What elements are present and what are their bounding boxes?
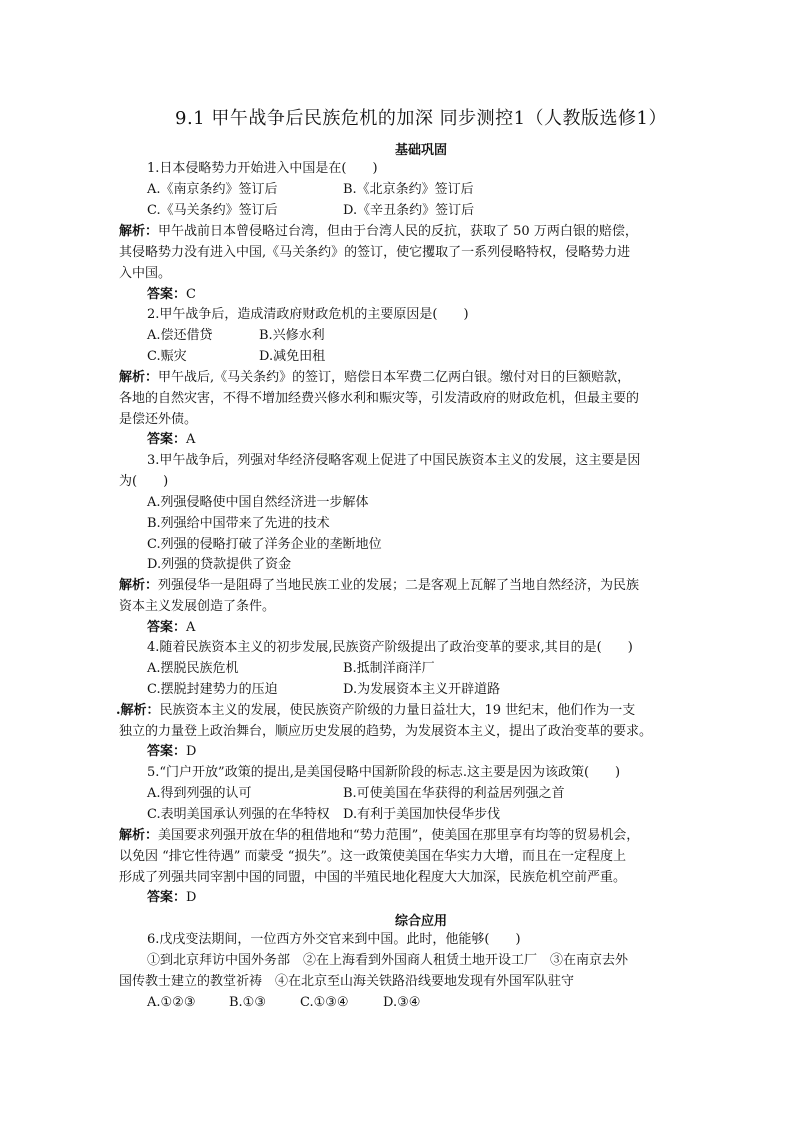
question-2-answer: 答案：A [147, 432, 196, 447]
question-1-explanation-line: 其侵略势力没有进入中国,《马关条约》的签订，使它攫取了一系列侵略特权，侵略势力进 [119, 245, 631, 260]
analysis-label: 解析： [119, 578, 159, 593]
answer-label: 答案： [147, 287, 187, 302]
question-2-option-a: A.偿还借贷 [147, 328, 213, 343]
question-4-option-c: C.摆脱封建势力的压迫 [147, 682, 278, 697]
question-4-explanation-line: .解析：民族资本主义的发展，使民族资产阶级的力量日益壮大，19 世纪末，他们作为一支 [116, 703, 636, 718]
question-1-stem: 1.日本侵略势力开始进入中国是在( ) [147, 161, 378, 176]
question-2-option-c: C.赈灾 [147, 349, 187, 364]
question-4-option-d: D.为发展资本主义开辟道路 [343, 682, 501, 697]
question-6-option-a: A.①②③ [147, 995, 196, 1010]
question-5-explanation-line: 解析：美国要求列强开放在华的租借地和“势力范围”，使美国在那里享有均等的贸易机会， [119, 828, 640, 843]
question-4-option-b: B.抵制洋商洋厂 [343, 661, 435, 676]
analysis-label: 解析： [119, 224, 159, 239]
question-4-option-a: A.摆脱民族危机 [147, 661, 239, 676]
question-2-stem: 2.甲午战争后，造成清政府财政危机的主要原因是( ) [147, 307, 469, 322]
question-6-statements-line: ①到北京拜访中国外务部 ②在上海看到外国商人租赁土地开设工厂 ③在南京去外 [147, 953, 629, 968]
question-5-answer: 答案：D [147, 890, 197, 905]
question-3-explanation-line: 解析：列强侵华一是阻碍了当地民族工业的发展；二是客观上瓦解了当地自然经济，为民族 [119, 578, 640, 593]
analysis-label: 解析： [119, 828, 159, 843]
question-3-option-b: B.列强给中国带来了先进的技术 [147, 516, 330, 531]
analysis-label: 解析： [119, 370, 159, 385]
question-1-option-a: A.《南京条约》签订后 [147, 182, 278, 197]
section-heading-basic: 基础巩固 [394, 143, 447, 158]
question-6-option-b: B.①③ [229, 995, 266, 1010]
question-2-option-d: D.减免田租 [259, 349, 326, 364]
question-5-option-b: B.可使美国在华获得的利益居列强之首 [343, 786, 565, 801]
question-3-option-c: C.列强的侵略打破了洋务企业的垄断地位 [147, 537, 382, 552]
question-1-option-d: D.《辛丑条约》签订后 [343, 203, 475, 218]
answer-label: 答案： [147, 432, 187, 447]
question-6-statements-line: 国传教士建立的教堂祈祷 ④在北京至山海关铁路沿线要地发现有外国军队驻守 [119, 974, 575, 989]
section-heading-applied: 综合应用 [394, 914, 447, 929]
document-title: 9.1 甲午战争后民族危机的加深 同步测控1（人教版选修1） [175, 108, 667, 129]
question-2-option-b: B.兴修水利 [259, 328, 325, 343]
answer-label: 答案： [147, 744, 187, 759]
question-3-explanation-line: 资本主义发展创造了条件。 [119, 599, 276, 614]
question-3-stem: 3.甲午战争后，列强对华经济侵略客观上促进了中国民族资本主义的发展，这主要是因 [147, 453, 641, 468]
question-6-option-d: D.③④ [383, 995, 421, 1010]
question-3-stem-continued: 为( ) [119, 474, 169, 489]
question-3-option-a: A.列强侵略使中国自然经济进一步解体 [147, 495, 369, 510]
answer-label: 答案： [147, 890, 187, 905]
question-1-option-b: B.《北京条约》签订后 [343, 182, 474, 197]
question-4-explanation-line: 独立的力量登上政治舞台，顺应历史发展的趋势，为发展资本主义，提出了政治变革的要求。 [119, 724, 653, 739]
question-5-explanation-line: 形成了列强共同宰割中国的同盟，中国的半殖民地化程度大大加深，民族危机空前严重。 [119, 870, 627, 885]
question-1-explanation-line: 入中国。 [119, 266, 172, 281]
analysis-label: .解析： [116, 703, 160, 718]
question-2-explanation-line: 是偿还外债。 [119, 412, 198, 427]
answer-label: 答案： [147, 620, 187, 635]
question-5-option-c: C.表明美国承认列强的在华特权 [147, 807, 330, 822]
question-5-stem: 5.“门户开放”政策的提出,是美国侵略中国新阶段的标志.这主要是因为该政策( ) [147, 765, 621, 780]
question-5-option-d: D.有利于美国加快侵华步伐 [343, 807, 501, 822]
question-6-option-c: C.①③④ [300, 995, 349, 1010]
question-1-explanation-line: 解析：甲午战前日本曾侵略过台湾，但由于台湾人民的反抗，获取了 50 万两白银的赔偿， [119, 224, 638, 239]
question-6-stem: 6.戊戌变法期间，一位西方外交官来到中国。此时，他能够( ) [147, 932, 521, 947]
question-5-option-a: A.得到列强的认可 [147, 786, 252, 801]
question-1-option-c: C.《马关条约》签订后 [147, 203, 278, 218]
question-4-answer: 答案：D [147, 744, 197, 759]
question-1-answer: 答案：C [147, 287, 196, 302]
question-4-stem: 4.随着民族资本主义的初步发展,民族资产阶级提出了政治变革的要求,其目的是( ) [147, 640, 633, 655]
question-3-option-d: D.列强的贷款提供了资金 [147, 557, 292, 572]
question-5-explanation-line: 以免因 “排它性待遇” 而蒙受 “损失”。这一政策使美国在华实力大增，而且在一定程度上 [119, 849, 626, 864]
question-2-explanation-line: 解析：甲午战后,《马关条约》的签订，赔偿日本军费二亿两白银。缴付对日的巨额赔款， [119, 370, 631, 385]
question-2-explanation-line: 各地的自然灾害，不得不增加经费兴修水利和赈灾等，引发清政府的财政危机，但最主要的 [119, 391, 640, 406]
question-3-answer: 答案：A [147, 620, 196, 635]
